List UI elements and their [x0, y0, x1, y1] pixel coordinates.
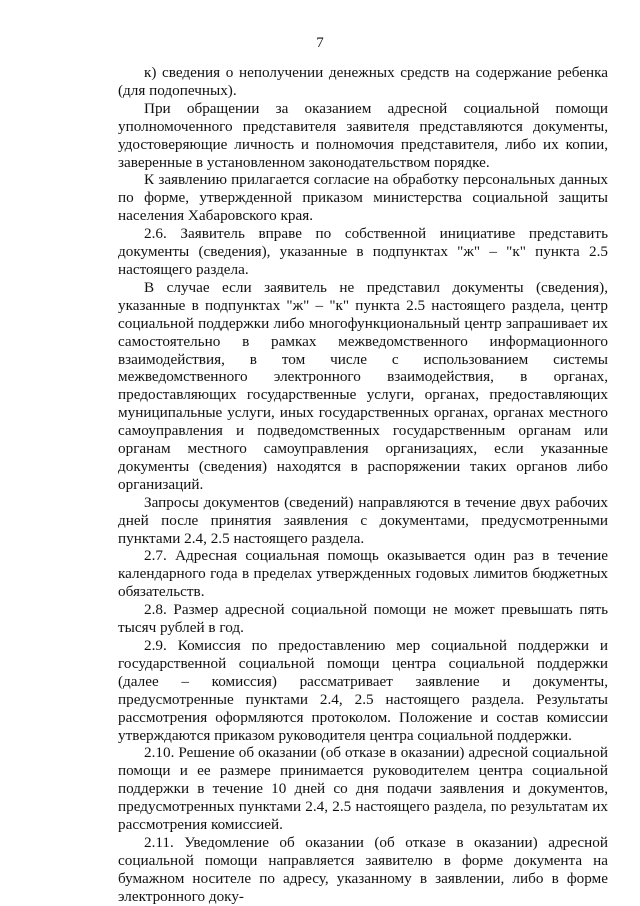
- paragraph: к) сведения о неполучении денежных средств на содержание ребенка (для подопечных).: [118, 64, 608, 99]
- paragraph: К заявлению прилагается согласие на обработку персональных данных по форме, утвержденной приказом министерства социальной защиты населения Хабаровского края.: [118, 171, 608, 225]
- paragraph: 2.8. Размер адресной социальной помощи не может превышать пять тысяч рублей в год.: [118, 601, 608, 637]
- paragraph: Запросы документов (сведений) направляются в течение двух рабочих дней после принятия заявления с документами, предусмотренными пунктами 2.4, 2.5 настоящего раздела.: [118, 493, 608, 547]
- page-number: 7: [316, 35, 324, 51]
- paragraph: 2.6. Заявитель вправе по собственной инициативе представить документы (сведения), указанные в подпунктах "ж" – "к" пункта 2.5 настоящего раздела.: [118, 225, 608, 278]
- paragraph: При обращении за оказанием адресной социальной помощи уполномоченного представителя заявителя представляются документы, удостоверяющие личность и полномочия представителя, либо их копии, заверенные в установленном законодательством порядке.: [118, 99, 608, 171]
- document-body: [118, 64, 608, 906]
- paragraph: 2.10. Решение об оказании (об отказе в оказании) адресной социальной помощи и ее размере принимается руководителем центра социальной поддержки в течение 10 дней со дня подачи заявления и документов, предусмотренных пунктами 2.4, 2.5 настоящего раздела, по результатам их рассмотрения комиссией.: [118, 744, 608, 834]
- paragraph: В случае если заявитель не представил документы (сведения), указанные в подпунктах "ж" – "к" пункта 2.5 настоящего раздела, центр социальной поддержки либо многофункциональный центр запрашивает их самостоятельно в рамках межведомственного информационного взаимодействия, в том числе с использованием системы межведомственного электронного взаимодействия, в органах, предоставляющих государственные услуги, органах, предоставляющих муниципальные услуги, иных государственных органах, органах местного самоуправления и подведомственных государственным органам или органам местного самоуправления организациях, если указанные документы (сведения) находятся в распоряжении таких органов либо организаций.: [118, 278, 608, 493]
- paragraph: 2.9. Комиссия по предоставлению мер социальной поддержки и государственной социальной помощи центра социальной поддержки (далее – комиссия) рассматривает заявление и документы, предусмотренные пунктами 2.4, 2.5 настоящего раздела. Результаты рассмотрения оформляются протоколом. Положение и состав комиссии утверждаются приказом руководителя центра социальной поддержки.: [118, 637, 608, 744]
- paragraph: 2.7. Адресная социальная помощь оказывается один раз в течение календарного года в пределах утвержденных годовых лимитов бюджетных обязательств.: [118, 547, 608, 601]
- paragraph: 2.11. Уведомление об оказании (об отказе в оказании) адресной социальной помощи направляется заявителю в форме документа на бумажном носителе по адресу, указанному в заявлении, либо в форме электронного доку-: [118, 833, 608, 905]
